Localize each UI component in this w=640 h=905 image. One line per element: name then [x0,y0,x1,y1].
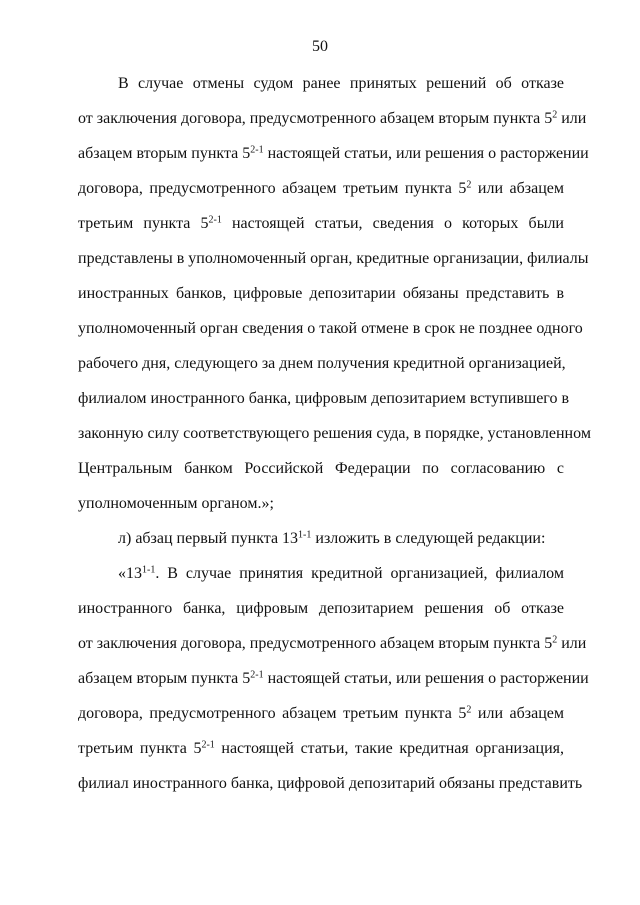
text-line: абзацем вторым пункта 5$^{2-1}$ настоящей статьи, или решения о расторжении [78,144,589,162]
text-line: рабочего дня, следующего за днем получения кредитной организацией, [78,355,566,372]
text-line: представлены в уполномоченный орган, кредитные организации, филиалы [78,250,589,267]
text-line: договора, предусмотренного абзацем третьим пункта $5^2$ или абзацем [78,704,565,722]
text-line: «13$^{1-1}$. В случае принятия кредитной организацией, филиалом [118,564,564,582]
text-line: от заключения договора, предусмотренного абзацем вторым пункта $5^2$ или [78,634,587,652]
text-line: Центральным банком Российской Федерации по согласованию с [78,460,564,477]
text-line: В случае отмены судом ранее принятых решений об отказе [118,75,564,92]
text-line: иностранных банков, цифровые депозитарии обязаны представить в [78,285,564,302]
text-line: иностранного банка, цифровым депозитарием решения об отказе [78,600,564,617]
text-line: филиалом иностранного банка, цифровым депозитарием вступившего в [78,390,570,407]
text-line: третьим пункта 5$^{2-1}$ настоящей статьи, такие кредитная организация, [78,739,565,757]
text-line: третьим пункта 5$^{2-1}$ настоящей статьи, сведения о которых были [78,214,564,232]
text-line: уполномоченный орган сведения о такой отмене в срок не позднее одного [78,320,583,337]
text-line: филиал иностранного банка, цифровой депозитарий обязаны представить [78,775,583,792]
text-line: абзацем вторым пункта 5$^{2-1}$ настоящей статьи, или решения о расторжении [78,669,589,687]
text-line: договора, предусмотренного абзацем третьим пункта $5^2$ или абзацем [78,179,565,197]
text-line: л) абзац первый пункта 13$^{1-1}$ изложить в следующей редакции: [118,529,546,547]
text-line: уполномоченным органом.»; [78,495,274,512]
page-number: 50 [312,38,328,55]
text-line: законную силу соответствующего решения суда, в порядке, установленном [78,425,591,442]
text-line: от заключения договора, предусмотренного абзацем вторым пункта $5^2$ или [78,109,587,127]
